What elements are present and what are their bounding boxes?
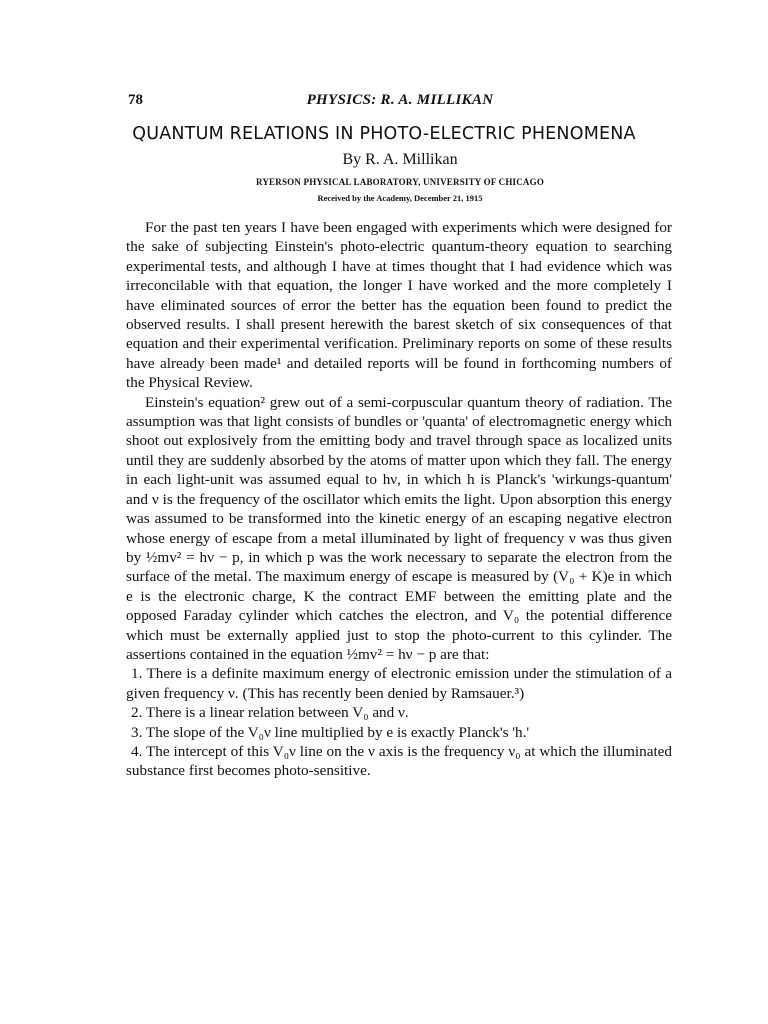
list-item: 2. There is a linear relation between V₀ and ν.	[131, 704, 409, 722]
paragraph: For the past ten years I have been engaged with experiments which were designed for the sake of subjecting Einstein's photo-electric quantum-theory equation to searching experimental tests, and although I have at times thought that I had evidence which was irreconcilable with that equation, the longer I have worked and the more completely I have eliminated sources of error the better has the equation been found to predict the observed results. I shall present herewith the barest sketch of six consequences of that equation and their experimental verification. Preliminary reports on some of these results have already been made¹ and detailed reports will be found in forthcoming numbers of the Physical Review.	[126, 219, 672, 392]
author-line: By R. A. Millikan	[342, 151, 458, 168]
list-item: 4. The intercept of this V₀ν line on the ν axis is the frequency ν₀ at which the illuminated substance first becomes photo-sensitive.	[126, 742, 672, 780]
list-item: 1. There is a definite maximum energy of electronic emission under the stimulation of a given frequency ν. (This has recently been denied by Ramsauer.³)	[126, 665, 672, 702]
received-date: Received by the Academy, December 21, 1915	[317, 193, 483, 203]
paper-title: QUANTUM RELATIONS IN PHOTO-ELECTRIC PHENOMENA	[132, 124, 636, 144]
page-number: 78	[128, 92, 143, 108]
list-item: 3. The slope of the V₀ν line multiplied by e is exactly Planck's 'h.'	[131, 723, 530, 741]
running-head	[128, 92, 672, 112]
paragraph: Einstein's equation² grew out of a semi-corpuscular quantum theory of radiation. The assumption was that light consists of bundles or 'quanta' of electromagnetic energy which shoot out explosively from the emitting body and travel through space as localized units until they are suddenly absorbed by the atoms of matter upon which they fall. The energy in each light-unit was assumed equal to hν, in which h is Planck's 'wirkungs-quantum' and ν is the frequency of the oscillator which emits the light. Upon absorption this energy was assumed to be transformed into the kinetic energy of an escaping negative electron whose energy of escape from a metal illuminated by light of frequency ν was thus given by ½mv² = hν − p, in which p was the work necessary to separate the electron from the surface of the metal. The maximum energy of escape is measured by (V₀ + K)e in which e is the electronic charge, K the contract EMF between the emitting plate and the opposed Faraday cylinder which catches the electron, and V₀ the potential difference which must be externally applied just to stop the photo-current to this cylinder. The assertions contained in the equation ½mv² = hν − p are that:	[126, 393, 672, 663]
assertion-list	[126, 664, 672, 780]
affiliation: RYERSON PHYSICAL LABORATORY, UNIVERSITY OF CHICAGO	[255, 177, 545, 187]
body-text	[126, 218, 672, 781]
running-head-text: PHYSICS: R. A. MILLIKAN	[306, 92, 494, 108]
